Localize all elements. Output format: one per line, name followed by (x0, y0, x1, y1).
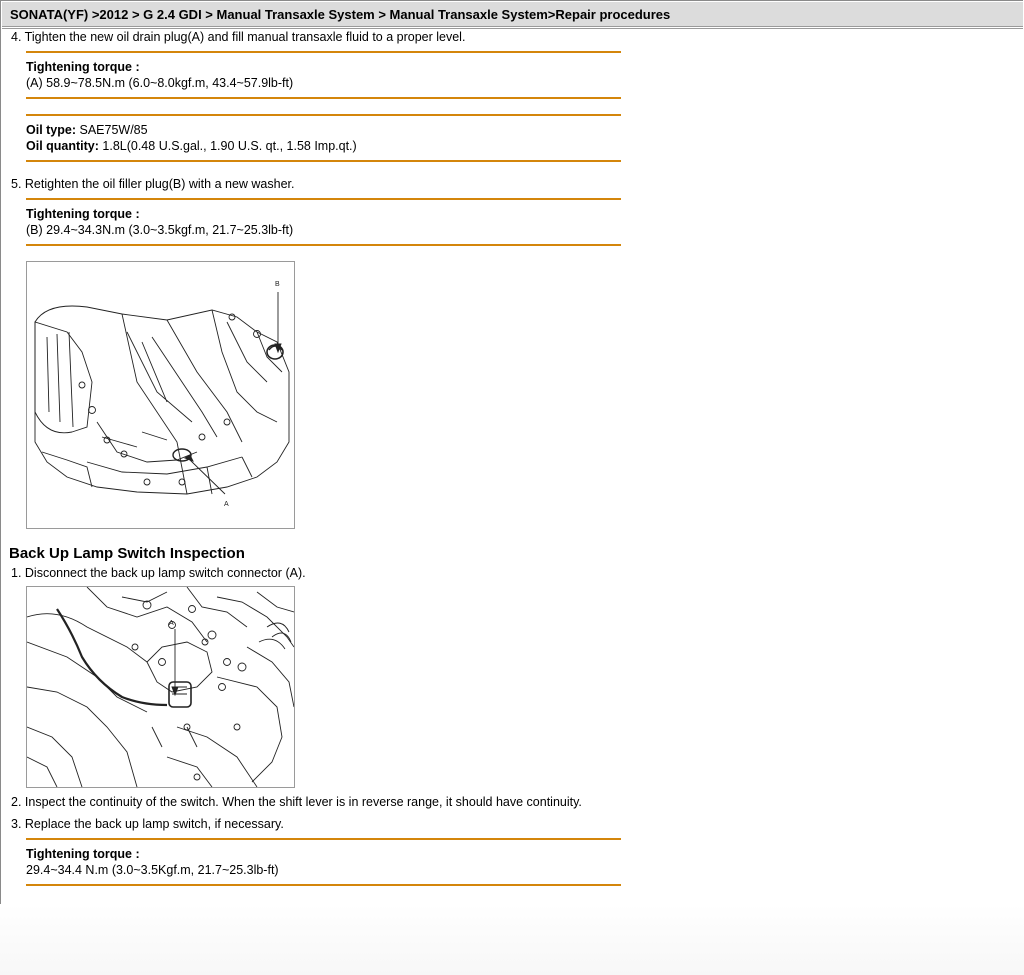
breadcrumb-header (2, 2, 1023, 27)
oil-type-label: Oil type: (26, 123, 77, 137)
torque-value: (A) 58.9~78.5N.m (6.0~8.0kgf.m, 43.4~57.9lb-ft) (26, 76, 294, 90)
switch-line-drawing (27, 587, 294, 787)
callout-label-b: B (275, 281, 280, 288)
torque-label: Tightening torque : (26, 207, 140, 221)
oil-quantity-label: Oil quantity: (26, 139, 99, 153)
empty-page-area (0, 904, 1024, 975)
section-step-3: 3. Replace the back up lamp switch, if necessary. (11, 817, 284, 831)
oil-type-value: SAE75W/85 (76, 123, 148, 137)
torque-value: (B) 29.4~34.3N.m (3.0~3.5kgf.m, 21.7~25.3lb-ft) (26, 223, 294, 237)
oil-note (26, 114, 621, 162)
callout-label-a: A (169, 620, 174, 627)
section-step-1: 1. Disconnect the back up lamp switch connector (A). (11, 566, 306, 580)
oil-quantity-value: 1.8L(0.48 U.S.gal., 1.90 U.S. qt., 1.58 Imp.qt.) (98, 139, 357, 153)
torque-note-b (26, 198, 621, 246)
switch-connector-figure (26, 586, 295, 788)
step-5: 5. Retighten the oil filler plug(B) with a new washer. (11, 177, 295, 191)
callout-label-a: A (224, 501, 229, 508)
breadcrumb: SONATA(YF) >2012 > G 2.4 GDI > Manual Transaxle System > Manual Transaxle System>Repair procedures (10, 7, 671, 22)
transaxle-plugs-figure (26, 261, 295, 529)
transaxle-line-drawing (27, 262, 294, 528)
section-title: Back Up Lamp Switch Inspection (9, 545, 245, 562)
torque-note-a (26, 51, 621, 99)
torque-label: Tightening torque : (26, 60, 140, 74)
torque-label: Tightening torque : (26, 847, 140, 861)
torque-value: 29.4~34.4 N.m (3.0~3.5Kgf.m, 21.7~25.3lb-ft) (26, 863, 279, 877)
torque-note-switch (26, 838, 621, 886)
step-4: 4. Tighten the new oil drain plug(A) and fill manual transaxle fluid to a proper level. (11, 30, 466, 44)
section-step-2: 2. Inspect the continuity of the switch. When the shift lever is in reverse range, it should have continuity. (11, 795, 582, 809)
